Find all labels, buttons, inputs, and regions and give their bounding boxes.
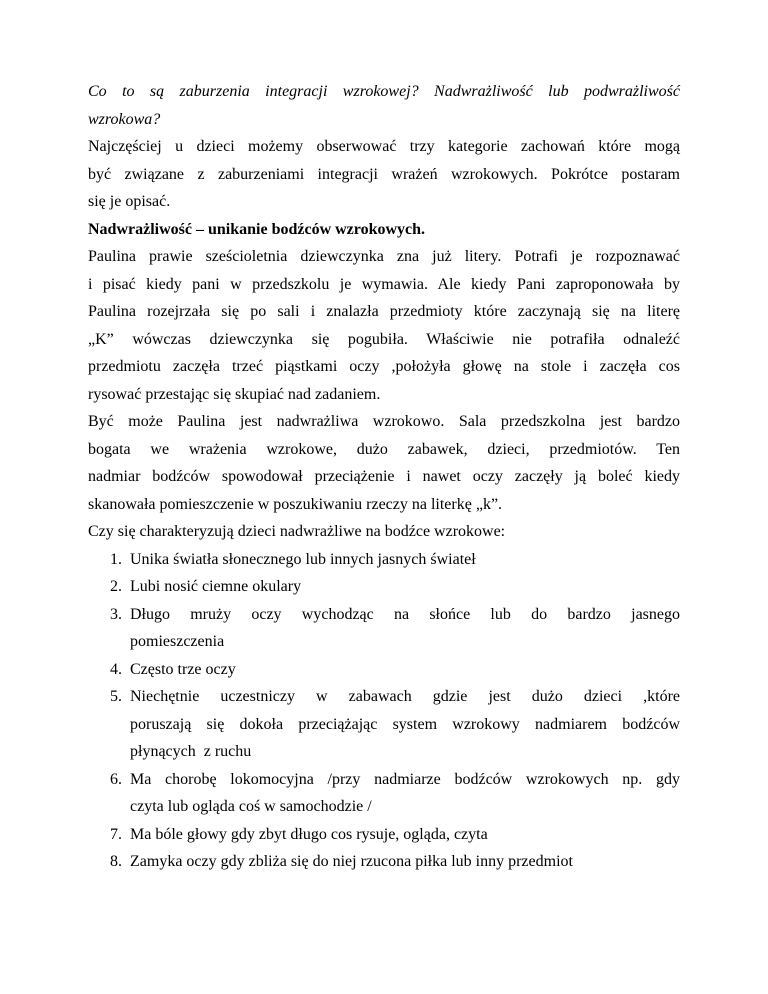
text-line: przedmiotu zaczęła trzeć piąstkami oczy ,położyła głowę na stole i zaczęła cos	[88, 358, 680, 375]
document-page	[88, 78, 680, 876]
text-line: bogata we wrażenia wzrokowe, dużo zabawek, dzieci, przedmiotów. Ten	[88, 440, 680, 458]
title-line: Co to są zaburzenia integracji wzrokowej? Nadwrażliwość lub podwrażliwość	[88, 83, 680, 100]
symptom-list	[88, 546, 680, 876]
list-text: poruszają się dokoła przeciążając system wzrokowy nadmiarem bodźców	[130, 715, 680, 733]
explanation-paragraph	[88, 408, 680, 518]
list-text: Zamyka oczy gdy zbliża się do niej rzucona piłka lub inny przedmiot	[130, 853, 573, 870]
intro-paragraph	[88, 133, 680, 216]
list-number: 4.	[110, 660, 122, 678]
list-text: pomieszczenia	[130, 633, 225, 650]
list-item	[88, 546, 680, 574]
list-item	[88, 601, 680, 656]
text-line: się je opisać.	[88, 193, 171, 210]
text-line: skanowała pomieszczenie w poszukiwaniu rzeczy na literkę „k”.	[88, 495, 503, 513]
list-item	[88, 821, 680, 849]
text-line: i pisać kiedy pani w przedszkolu je wymawia. Ale kiedy Pani zaproponowała by	[88, 275, 680, 293]
list-text: Ma bóle głowy gdy zbyt długo cos rysuje, ogląda, czyta	[130, 825, 488, 843]
document-title	[88, 78, 680, 133]
list-item	[88, 766, 680, 821]
text-line: być związane z zaburzeniami integracji wrażeń wzrokowych. Pokrótce postaram	[88, 165, 680, 183]
list-text: Niechętnie uczestniczy w zabawach gdzie jest dużo dzieci ,które	[130, 688, 680, 705]
text-line: rysować przestając się skupiać nad zadaniem.	[88, 385, 381, 403]
list-number: 1.	[110, 550, 122, 568]
title-line: wzrokowa?	[88, 110, 161, 128]
list-text: czyta lub ogląda coś w samochodzie /	[130, 798, 372, 815]
text-line: „K” wówczas dziewczynka się pogubiła. Właściwie nie potrafiła odnaleźć	[88, 330, 680, 348]
list-text: płynących z ruchu	[130, 743, 252, 760]
list-text: Często trze oczy	[130, 660, 236, 678]
list-number: 7.	[110, 825, 122, 843]
text-line: nadmiar bodźców spowodował przeciążenie i nawet oczy zaczęły ją boleć kiedy	[88, 468, 680, 485]
list-text: Lubi nosić ciemne okulary	[130, 578, 302, 595]
text-line: Najczęściej u dzieci możemy obserwować trzy kategorie zachowań które mogą	[88, 138, 680, 155]
story-paragraph	[88, 243, 680, 408]
list-number: 5.	[110, 688, 122, 705]
section-heading: Nadwrażliwość – unikanie bodźców wzrokowych.	[88, 220, 426, 238]
list-text: Unika światła słonecznego lub innych jasnych świateł	[130, 550, 476, 568]
text-line: Paulina rozejrzała się po sali i znalazła przedmioty które zaczynają się na literę	[88, 303, 680, 320]
text-line: Być może Paulina jest nadwrażliwa wzrokowo. Sala przedszkolna jest bardzo	[88, 413, 680, 430]
text-line: Paulina prawie sześcioletnia dziewczynka zna już litery. Potrafi je rozpoznawać	[88, 248, 680, 265]
list-item	[88, 573, 680, 601]
list-text: Ma chorobę lokomocyjna /przy nadmiarze bodźców wzrokowych np. gdy	[130, 770, 680, 788]
list-text: Długo mruży oczy wychodząc na słońce lub do bardzo jasnego	[130, 605, 680, 623]
list-number: 6.	[110, 770, 122, 788]
list-intro: Czy się charakteryzują dzieci nadwrażliwe na bodźce wzrokowe:	[88, 523, 506, 540]
list-item	[88, 656, 680, 684]
list-item	[88, 683, 680, 766]
list-item	[88, 848, 680, 876]
list-number: 2.	[110, 578, 122, 595]
list-number: 3.	[110, 605, 122, 623]
list-number: 8.	[110, 853, 122, 870]
